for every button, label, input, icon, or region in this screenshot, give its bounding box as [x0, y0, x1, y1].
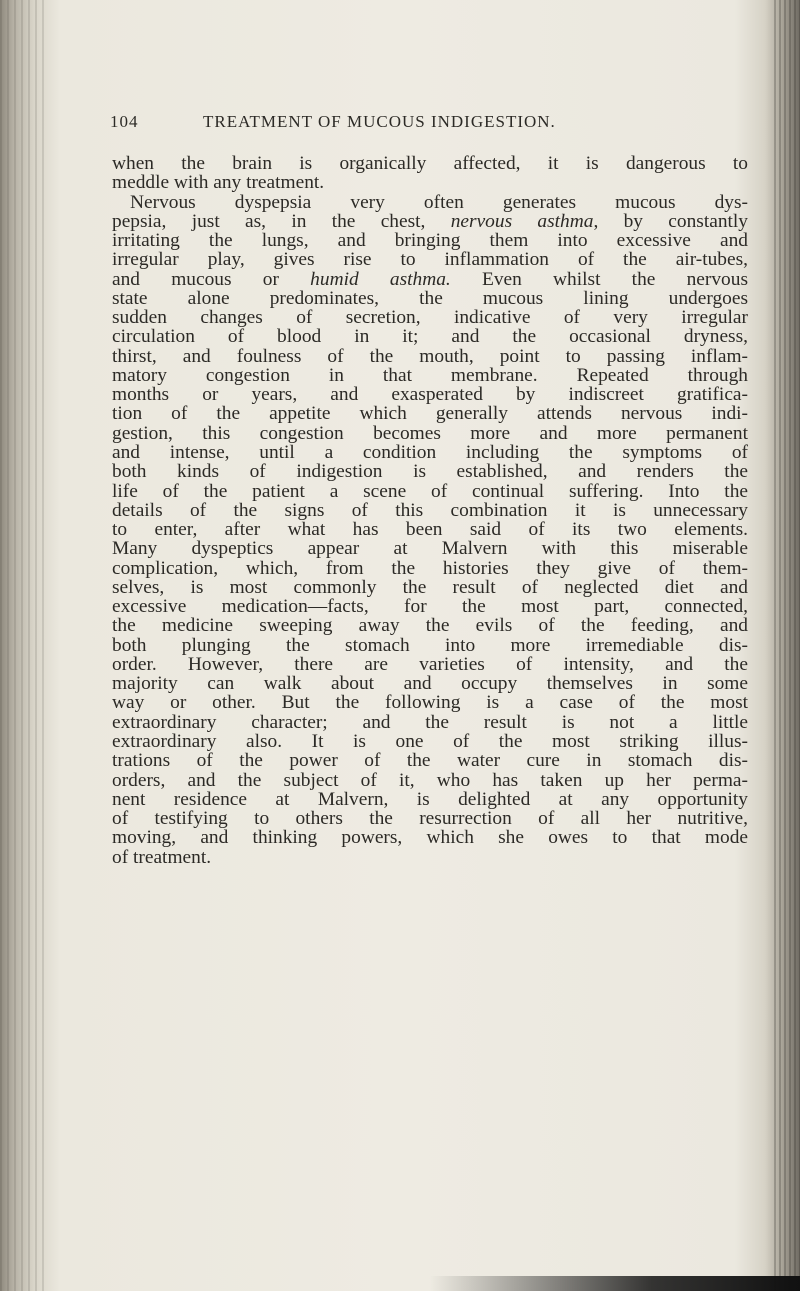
text-fragment: and mucous or [112, 268, 279, 290]
bottom-edge-shadow [430, 1276, 800, 1291]
text-line: both kinds of indigestion is established, and renders the [112, 461, 748, 483]
text-line: Nervous dyspepsia very often generates mucous dys- [130, 191, 748, 213]
text-line: nent residence at Malvern, is delighted at any opportunity [112, 788, 748, 810]
text-line: of testifying to others the resurrection of all her nutritive, [112, 808, 748, 830]
text-line: thirst, and foulness of the mouth, point to passing inflam- [112, 345, 748, 367]
text-line: extraordinary also. It is one of the most striking illus- [112, 730, 748, 752]
text-line: majority can walk about and occupy themselves in some [112, 673, 748, 695]
text-fragment: pepsia, just as, in the chest, [112, 210, 426, 232]
text-line: excessive medication—facts, for the most part, connected, [112, 596, 748, 618]
text-line: selves, is most commonly the result of neglected diet and [112, 576, 748, 598]
text-line: state alone predominates, the mucous lining undergoes [112, 287, 748, 309]
text-line: to enter, after what has been said of its two elements. [112, 519, 748, 541]
text-line: the medicine sweeping away the evils of the feeding, and [112, 615, 748, 637]
text-line [112, 212, 748, 231]
text-line [112, 270, 748, 289]
running-title: TREATMENT OF MUCOUS INDIGESTION. [203, 112, 556, 131]
text-line: moving, and thinking powers, which she owes to that mode [112, 827, 748, 849]
text-line: of treatment. [112, 846, 212, 868]
text-line: way or other. But the following is a case of the most [112, 692, 748, 714]
text-line: extraordinary character; and the result is not a little [112, 711, 748, 733]
text-fragment: , by constantly [593, 210, 749, 232]
text-line: gestion, this congestion becomes more and more permanent [112, 422, 748, 444]
text-line: sudden changes of secretion, indicative of very irregular [112, 307, 748, 329]
text-line: order. However, there are varieties of intensity, and the [112, 653, 748, 675]
text-line: details of the signs of this combination it is unnecessary [112, 499, 748, 521]
text-line: complication, which, from the histories they give of them- [112, 557, 748, 579]
text-line: when the brain is organically affected, it is dangerous to [112, 153, 748, 174]
running-head [110, 112, 746, 136]
text-line: life of the patient a scene of continual suffering. Into the [112, 480, 748, 502]
page-edge-shadow [774, 0, 800, 1291]
text-line: both plunging the stomach into more irremediable dis- [112, 634, 748, 656]
page-number: 104 [110, 112, 139, 131]
text-line: trations of the power of the water cure in stomach dis- [112, 750, 748, 772]
text-line: Many dyspeptics appear at Malvern with this miserable [112, 538, 748, 560]
text-line: matory congestion in that membrane. Repeated through [112, 364, 748, 386]
text-line: irregular play, gives rise to inflammation of the air-tubes, [112, 249, 748, 271]
text-line: orders, and the subject of it, who has taken up her perma- [112, 769, 748, 791]
text-line: months or years, and exasperated by indiscreet gratifica- [112, 384, 748, 406]
italic-term: humid asthma. [310, 268, 451, 290]
text-line: circulation of blood in it; and the occasional dryness, [112, 326, 748, 348]
text-line: tion of the appetite which generally attends nervous indi- [112, 403, 748, 425]
body-text [112, 154, 748, 867]
text-line: and intense, until a condition including the symptoms of [112, 441, 748, 463]
page-gutter-shadow [0, 0, 44, 1291]
text-line: meddle with any treatment. [112, 172, 325, 194]
italic-term: nervous asthma [450, 210, 594, 232]
text-line: irritating the lungs, and bringing them into excessive and [112, 230, 748, 252]
text-fragment: Even whilst the nervous [450, 268, 748, 290]
